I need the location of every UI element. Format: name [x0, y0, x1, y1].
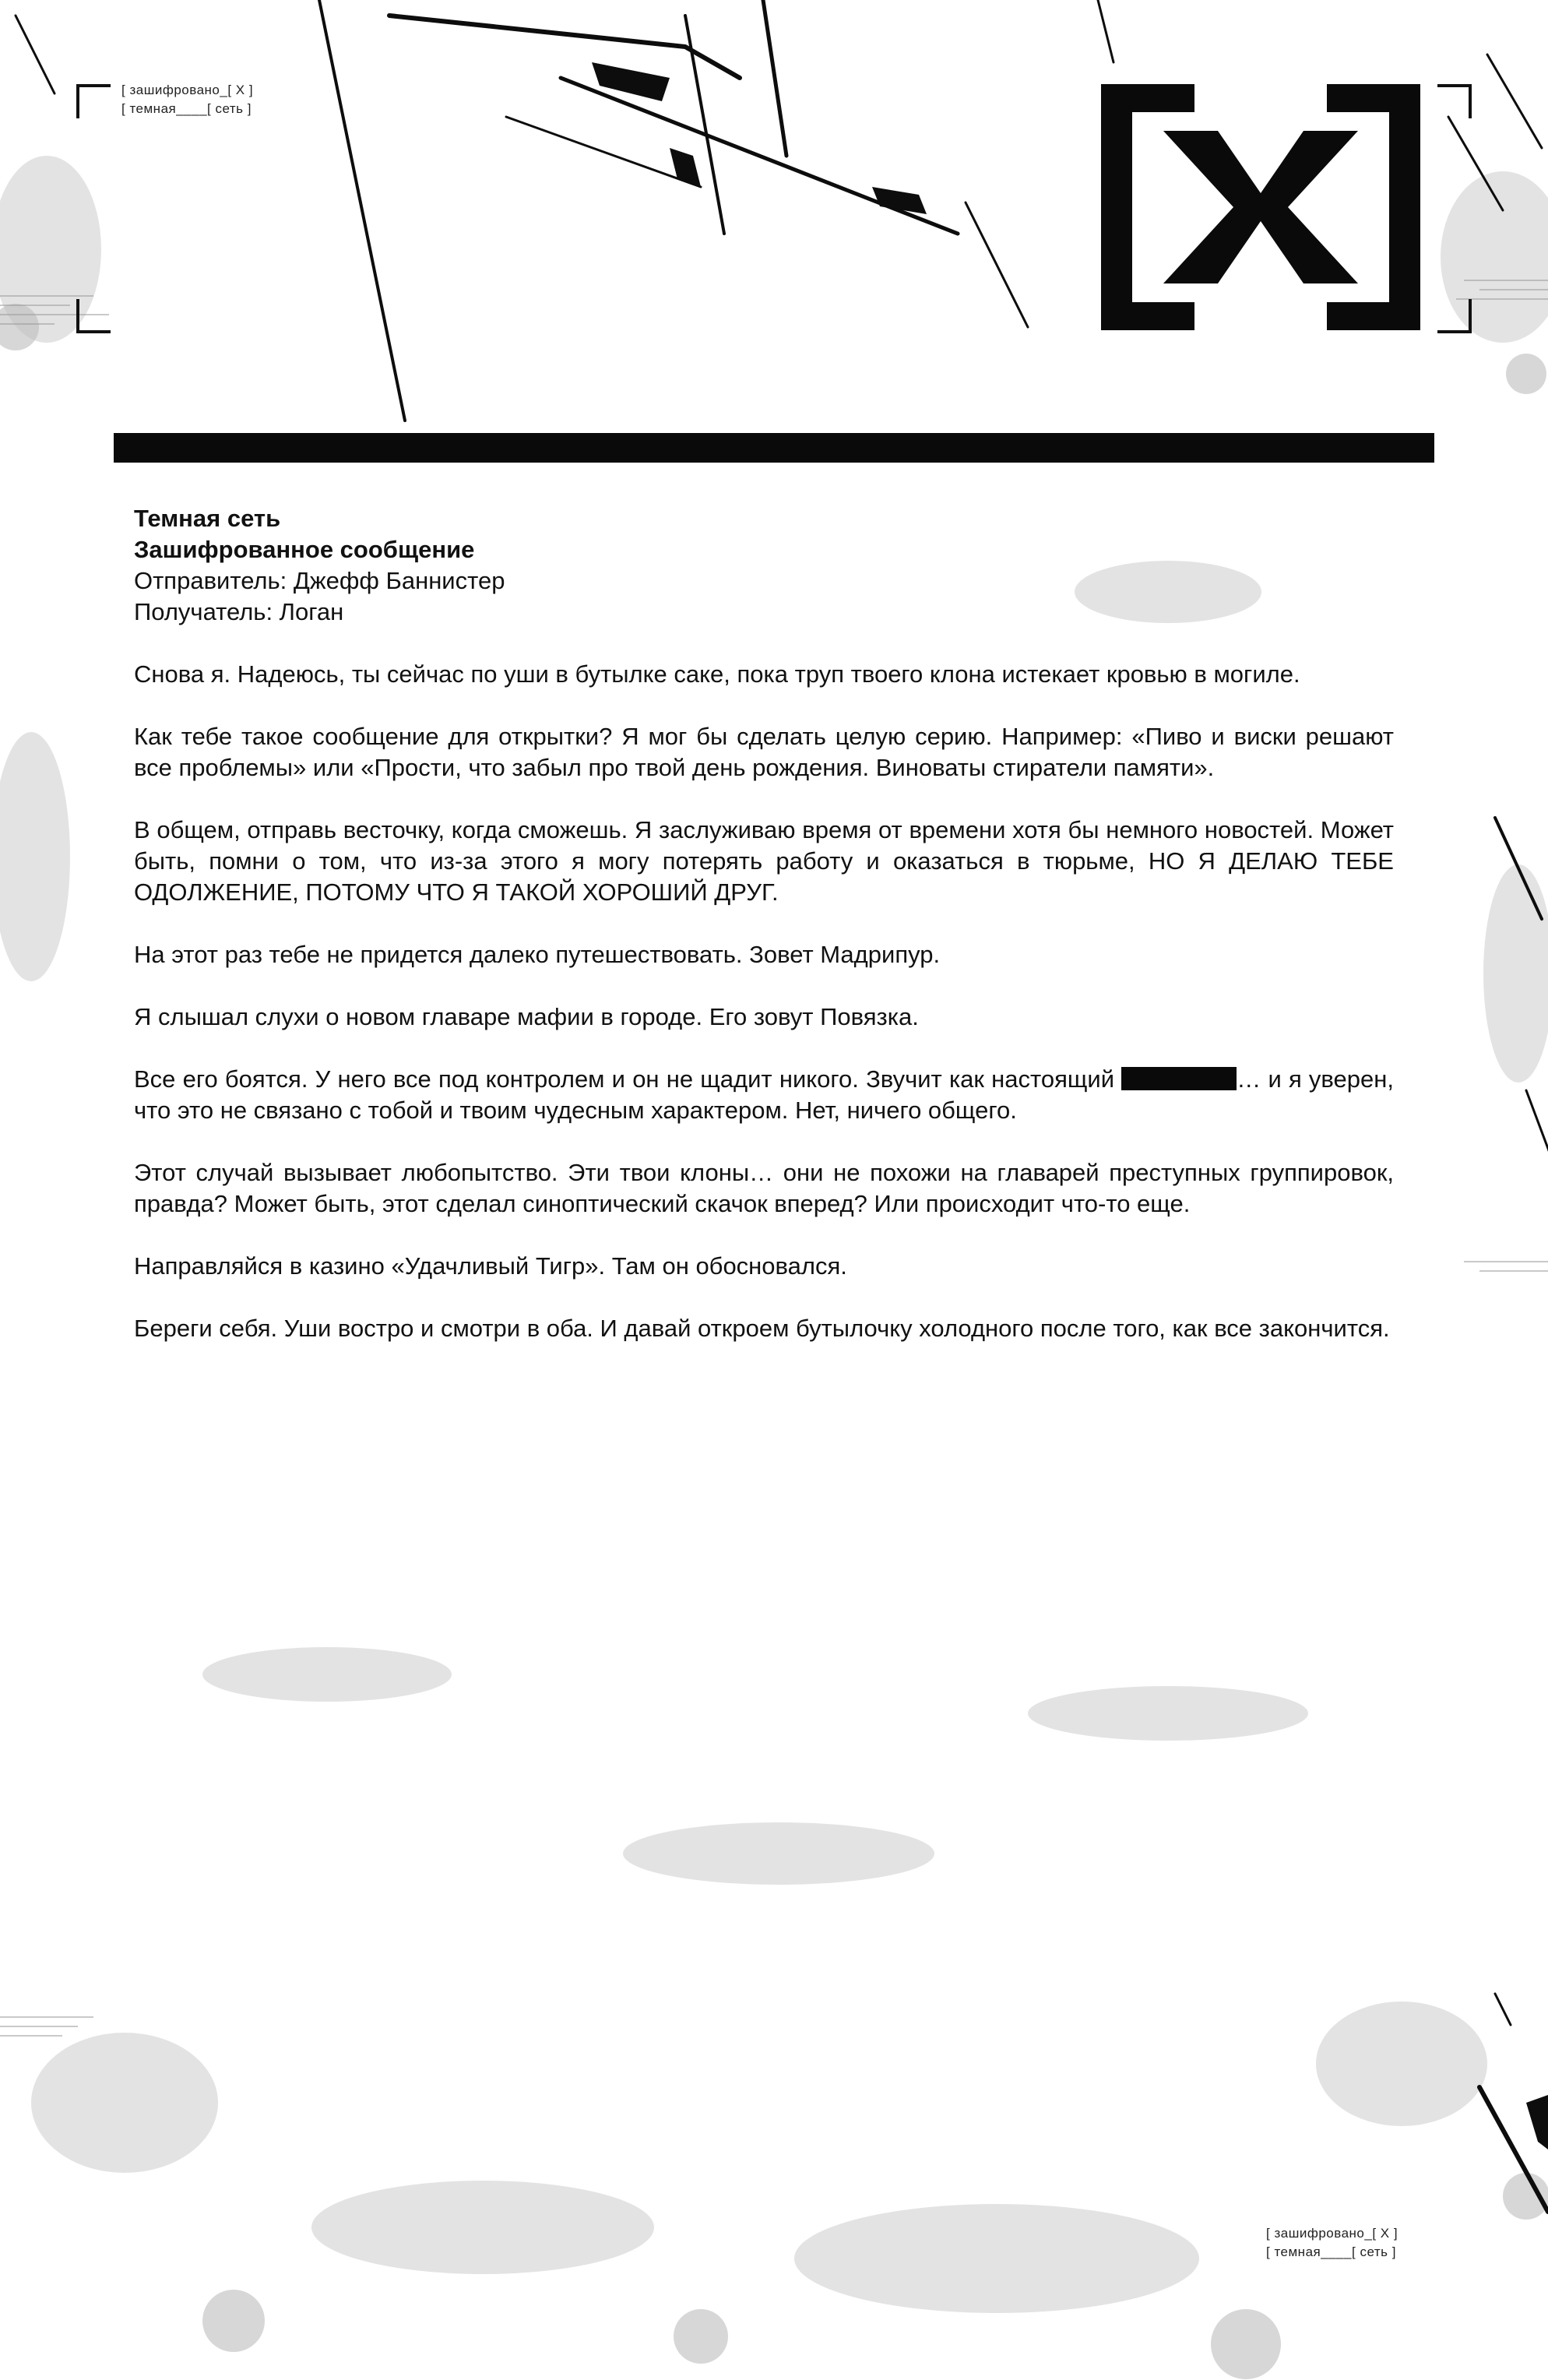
corner-bracket-bottom-right: [1437, 299, 1472, 333]
paragraph-6: [134, 1064, 1394, 1126]
redaction-bar: [1121, 1067, 1237, 1090]
paragraph-9: Береги себя. Уши востро и смотри в оба. И давай откроем бутылочку холодного после того, как все закончится.: [134, 1315, 1390, 1342]
paragraph-4: На этот раз тебе не придется далеко путешествовать. Зовет Мадрипур.: [134, 941, 941, 968]
encrypted-tag-top: [121, 81, 253, 118]
encrypted-tag-bottom-line-2: [ темная____[ сеть ]: [1266, 2244, 1396, 2259]
paragraph-7: Этот случай вызывает любопытство. Эти твои клоны… они не похожи на главарей преступных группировок, правда? Может быть, этот сделал синоптический скачок вперед? Или происходит что-то еще.: [134, 1159, 1394, 1217]
corner-bracket-top-right: [1437, 84, 1472, 118]
message-body: [134, 503, 1394, 1375]
message-recipient: Получатель: Логан: [134, 598, 344, 625]
paragraph-1: Снова я. Надеюсь, ты сейчас по уши в бутылке саке, пока труп твоего клона истекает кровью в могиле.: [134, 660, 1300, 688]
header-divider-bar: [114, 433, 1434, 463]
encrypted-tag-bottom: [1266, 2224, 1398, 2262]
paragraph-5: Я слышал слухи о новом главаре мафии в городе. Его зовут Повязка.: [134, 1003, 919, 1030]
message-header: [134, 503, 1394, 628]
encrypted-tag-line-2: [ темная____[ сеть ]: [121, 101, 252, 116]
paragraph-3: В общем, отправь весточку, когда сможешь. Я заслуживаю время от времени хотя бы немного новостей. Может быть, помни о том, что из-за этого я могу потерять работу и оказаться в тюрьме, НО Я ДЕЛАЮ ТЕБЕ ОДОЛЖЕНИЕ, ПОТОМУ ЧТО Я ТАКОЙ ХОРОШИЙ ДРУГ.: [134, 816, 1394, 906]
message-subtitle: Зашифрованное сообщение: [134, 536, 475, 563]
corner-bracket-top-left: [76, 84, 111, 118]
message-sender: Отправитель: Джефф Баннистер: [134, 567, 505, 594]
corner-bracket-bottom-left: [76, 299, 111, 333]
encrypted-tag-bottom-line-1: [ зашифровано_[ X ]: [1266, 2226, 1398, 2241]
paragraph-8: Направляйся в казино «Удачливый Тигр». Там он обосновался.: [134, 1252, 847, 1280]
paragraph-6-before: Все его боятся. У него все под контролем и он не щадит никого. Звучит как настоящий: [134, 1065, 1122, 1093]
encrypted-tag-line-1: [ зашифровано_[ X ]: [121, 83, 254, 97]
message-title: Темная сеть: [134, 505, 281, 532]
paragraph-6-after: … и я уверен, что это не связано с тобой и твоим чудесным характером. Нет, ничего общего.: [134, 1065, 1394, 1124]
x-bracket-logo-icon: [1101, 84, 1420, 330]
paragraph-2: Как тебе такое сообщение для открытки? Я мог бы сделать целую серию. Например: «Пиво и виски решают все проблемы» или «Прости, что забыл про твой день рождения. Виноваты стиратели памяти».: [134, 723, 1394, 781]
